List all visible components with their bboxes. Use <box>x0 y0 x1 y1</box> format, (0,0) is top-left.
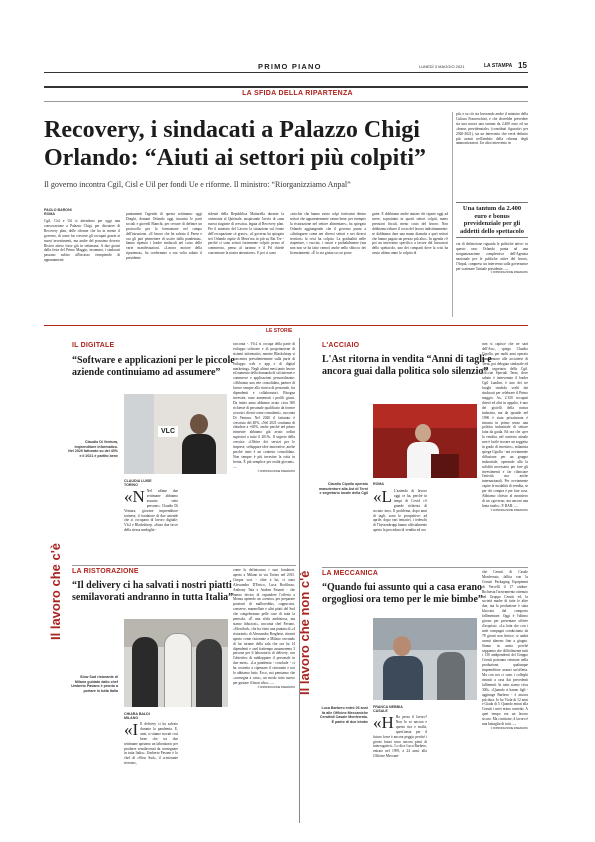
paper-name: LA STAMPA <box>484 63 513 69</box>
meccanica-byline: FRANCA NEBBIA CASALE <box>373 705 403 714</box>
digitale-title: “Software e applicazioni per le piccole aziende continuiamo ad assumere” <box>72 355 235 378</box>
acciaio-body-2 <box>482 342 528 564</box>
chef-2 <box>164 633 192 707</box>
digitale-dropcap: «N <box>124 489 145 506</box>
digitale-body-1 <box>124 489 178 559</box>
ristorazione-body-1 <box>124 722 178 818</box>
main-title-line1: Recovery, i sindacati a Palazzo Chigi <box>44 117 420 143</box>
main-signature: © RIPRODUZIONE RISERVATA <box>490 271 528 275</box>
main-title-line2: Orlando: “Aiuti ai settori più colpiti” <box>44 145 427 171</box>
storie-label: LE STORIE <box>266 328 293 334</box>
ristorazione-dropcap: «I <box>124 722 139 739</box>
acciaio-body-2-text: non si capisce che ne sarà dell'Ast», spiega Claudio Cipolla, per molti anni operaio manutentore alle acciaierie di Terni, poi delegato sindacale ed oggi segretario della Cgil. «Acciai Speciali Terni, dove sabato è intervenuto il leader Cgil Landini, è uno dei tre luoghi simbolo scelti dai sindacati per celebrare il Primo maggio. Ax, 2.350 occupati diretti ed altri in appalto, è uno dei gioielli della nostra industria, ma da quando nel 1990 è stata privatizzata è rimasta in primo senso una politica industriale di settore fatta da guida. Ed ora che «per la vendita, nel contesto attuale non è facile trovare un soggetto in grado di investire», milanista spiega Cipolla - noi ovviamente diffusione per un gruppo industriale, operando alla la solidità necessaria per fare gli investimenti e far rilanciare l'attività ma anche internazionali. Per ovviamente capire le modalità di vendita, se per chi compra e per fare cosa. Abbiamo chiesto al ministero di un «governo, ma ancora una lenta totale». P. BAR. — <box>482 342 528 508</box>
main-column-5: guire. E dobbiamo anche aiutare chi riparte oggi ad avere, soprattutto in questi settori colpiti, meno pressioni fiscali, meno costo del lavoro. Non dobbiamo ridurre il costo del lavoro indistintamente: se dobbiamo dare una mano diamola a quei settori che hanno pagato un prezzo più alto». In agenda c'è poi un intervento specifico a favore del lavoratori dello spettacolo, uno dei comparti dove la crisi ha avuto ultimo anno lo colpito di <box>372 212 448 256</box>
worker-head <box>393 636 411 656</box>
ristorazione-body-2 <box>233 568 295 822</box>
acciaio-body-1-text: L'azienda di lavoro oggi ce ha, perché in tempi di Covid c'è grande richiesta di acciaio inox. Il problema, dopo anni di tagli, sono le prospettive: ad aprile, dopo vari tentativi, i tedeschi di Thyssenkrupp hanno ufficialmente aperto la procedura di vendita ed ora <box>373 489 427 533</box>
chef-1 <box>132 637 158 707</box>
acciaio-title: L'Ast ritorna in vendita “Anni di tagli e ancora guai dalla politica solo silenzio” <box>322 354 492 377</box>
digitale-section: IL DIGITALE <box>72 342 115 349</box>
main-right-column: più, e su ciò sta lavorando anche il ministro della Cultura Franceschini, e che dovrebbe prevedere sia una nuova una tantum da 2.400 euro ed un «bonus previdenziale» (contributi figurativi per 2020-2021), sia un intervento che verrà definito più avanti nell'ambito della riforma degli ammortizzatori. Un altro intervento in <box>456 112 528 146</box>
main-column-1: Cgil, Cisl e Uil si attendono per oggi una convocazione a Palazzo Chigi, per discutere di Recovery plan, delle riforme che ha in mente il governo, di come far crescere gli occupati grazie ai nuovi investimenti, ma anche del prossimo decreto Ristori atteso forse già in settimana. A due giorni dalla festa del Primo Maggio, insomma, i sindacati passano subito all'incasso riempiendo di appuntamenti <box>44 219 120 263</box>
acciaio-caption: Claudio Cipolla operaio manutentore alla Ast di Terni e segretario locale della Cgil <box>318 482 368 496</box>
acciaio-section: L'ACCIAIO <box>322 342 360 349</box>
meccanica-body-2 <box>482 570 528 822</box>
page-number: 15 <box>518 61 527 70</box>
top-rule <box>44 72 528 73</box>
digitale-photo <box>124 394 227 474</box>
digitale-caption: Claudio Di Ventura, imprenditore informatico. Nel 2020 fatturato su del 40% e il 2021 è partito bene <box>68 440 118 458</box>
office-window <box>124 394 154 474</box>
main-column-2: puntamenti l'agenda di questa settimana: oggi Draghi, domani Orlando oggi incontra le parti sociali e giovedì Bianchi, per cercare di definire un protocollo per la formazione nel campo dell'istruzione. «Il lavoro che ha salvato il Paese e ora gli può permettere di uscire dalla pandemia», hanno ripetuto i leader sindacali nel corso delle varie manifestazioni. «Lavoro motore della ripartenza», ha confermato a sua volta sabato il presidente <box>126 212 202 261</box>
date-label: LUNEDÌ 3 MAGGIO 2021 <box>419 64 465 69</box>
acciaio-body-1 <box>373 489 427 559</box>
ristorazione-body-1-text: Il delivery ci ha salvato durante la pandemia. E, anzi, ci stiamo trovati così bene che tra due settimane apriamo un laboratorio per produrre semilavorati da consegnare in tutta Italia». Umberto Pavano è lo chef di «Slow Sud», il «ristorante terrone», <box>124 722 178 766</box>
ristorazione-byline: CHIARA BALDI MILANO <box>124 712 150 721</box>
storie-rule <box>44 325 528 326</box>
acciaio-signature: © RIPRODUZIONE RISERVATA <box>490 508 528 512</box>
meccanica-signature: © RIPRODUZIONE RISERVATA <box>490 727 528 730</box>
main-column-divider <box>452 112 453 317</box>
main-column-4: «nicchie che hanno avuto colpi fortissimi dentro settori che apparentemente vanno bene: per esempio la ristorazione nel settore alimentare», ha spiegato Orlando aggiungendo che il governo punta a «distinguere come nei diversi settori e nei diversi territori» la crisi ha colpito. La gradualità nelle riaperture, i vaccini, i ristori e probabilmente (ma non non se ha fatto cenno) anche nello sblocco dei licenziamenti: «È la via giusta su cui prose <box>290 212 366 256</box>
digitale-body-2-text: racconta -. Vlc2 si occupa della parte di sviluppo software e di progettazione di sistemi informatici, mentre Blackshirep si concentra prevalentemente sulla parte di sviluppo web e app e di digital marketing». Negli ultimi mesi tanto lavoro ed aumento della domanda di siti internet e commerce e applicazioni personalizzate: «Abbiamo una rete consolidata, partner di lavoro sempre alla ricerca di personale, fra dipendenti e collaboratori. Bisogna investire, sono aumentati i profili giusti. Da inizio anno abbiamo avuto circa 300 richieste di personale qualificato da fornire ai nostri clienti come consulenti», racconta Di Ventura. Nel 2020 il fatturato è cresciuto del 40%. «Nel 2021 contiamo di chiudere a +60%, anche perché nel primo trimestre abbiamo già avuto ordini superiori a tutto il 2019». Il segreto della crescita: «Offrire dei servizi per le imprese, sviluppare idee innovative, anche perché tutto è un contesto consolidato. Non sempre è più investire la rotta in frenta. È più semplice per realtà giovani». — <box>233 342 295 469</box>
speaker-head <box>415 424 431 442</box>
ristorazione-body-2-text: come lo definiscono i suoi fondatori, aperto a Milano in via Torino nel 2015. Cinque soci - oltre a lui, ci sono Alessandro D'Errico, Luca Rodilosso, Anthony Tata e Andrea Fasanti - che hanno deciso di espandere l'offerta a Monza aprendo un «centro» per preparare porzioni di malloreddus, cappuccini, conserve, marmellate e altri piatti del Sud che congeleranno pelle case di tutta la penisola. «È una sfida ambiziosa, ma siamo fiduciosi», racconta chef Pavano. «SlowSud», che ha vinto una puntata di «4 ristoranti» di Alessandro Borghese, ritrarrà aperto come ristorante a Milano cercando di far tornare della sala che ora ha 14 dipendenti e «nel frattempo assumeremo 3 persone per il laboratorio di delivery, con l'obiettivo di raddoppiare il personale in due mesi». «La pandemia - conclude - ci ha costretto a ripensare il ristorante e noi lo abbiamo fatto. Ecco, noi pensiamo che «consegna a casa», un modo tutto nuovo per gustare il buon cibo». — <box>233 568 295 685</box>
acciaio-dropcap: «L <box>373 489 392 506</box>
acciaio-bottom-rule <box>322 567 528 568</box>
digitale-byline: CLAUDIA LUISE TORINO <box>124 479 152 488</box>
ristorazione-title: “Il delivery ci ha salvati i nostri piatti semilavorati andranno in tutta Italia” <box>72 580 234 603</box>
vertical-left-title: Il lavoro che c'è <box>48 542 63 640</box>
meccanica-body-1 <box>373 715 427 819</box>
ristorazione-photo <box>124 619 228 707</box>
ristorazione-signature: © RIPRODUZIONE RISERVATA <box>257 685 295 689</box>
vlc-logo: VLC <box>158 426 178 437</box>
acciaio-photo <box>373 404 477 478</box>
main-subtitle: Il governo incontra Cgil, Cisl e Uil per fondi Ue e riforme. Il ministro: “Riorganizziamo Anpal” <box>44 180 351 189</box>
podium <box>431 454 459 478</box>
factory-wall <box>373 618 477 650</box>
main-column-3: sidente della Repubblica Mattarella durante la cerimonia al Quirinale, auspicando l'avvio di «una nuova stagione di crescita» legata al Recovery plan. Per il ministro del Lavoro la situazione sul fronte dell'occupazione «è grave», «il governo ha spiegato ieri Orlando ospite di Mezz'ora in più su Rai Tre - perché ci sono settori fortemente colpiti: penso al commercio, penso al turismo e il Pd chiede concentrare la nostra attenzione». E poi ci sono <box>208 212 284 256</box>
acciaio-byline: ROMA <box>373 482 384 486</box>
digitale-bottom-rule <box>72 565 296 566</box>
meccanica-caption: Luca Barbero entrò 26 anni fa alle Officine Meccaniche Ceruttidi Casale Monferrato. È padre di due bimbe <box>319 706 368 724</box>
ristorazione-section: LA RISTORAZIONE <box>72 568 139 575</box>
main-right-column-2-text: via di definizione riguarda le politiche attive: in questo caso Orlando punta ad una riorganizzazione complessiva dell'Agenzia nazionale per le politiche attive del lavoro, l'Anpal, compreso un intervento sulla governance per scatenare l'attuale presidente. — <box>456 242 528 271</box>
person-body <box>182 434 216 474</box>
digitale-signature: © RIPRODUZIONE RISERVATA <box>257 469 295 473</box>
banner-title: LA SFIDA DELLA RIPARTENZA <box>242 90 353 97</box>
worker-2-body <box>437 652 465 700</box>
storie-center-divider <box>299 338 300 823</box>
banner-rule <box>44 86 528 88</box>
person-head <box>190 414 208 434</box>
digitale-body-1-text: Nel ultime due settimane abbiamo assunto sette persone». Claudio Di Ventura, giovane imprenditore torinese, il fondatore di due aziende che si occupano di lavoro digitale: Vlc2 e Blackshirep. «Sono due facce della stessa medaglia - <box>124 489 178 533</box>
main-pull-quote: Una tantum da 2.400 euro e bonus previdenziale per gli addetti dello spettacolo <box>456 202 528 238</box>
vertical-right-title: Il lavoro che non c'è <box>297 570 312 695</box>
main-right-column-2 <box>456 242 528 316</box>
main-byline-city: ROMA <box>44 212 55 217</box>
meccanica-title: “Quando fui assunto qui a casa erano orgogliosi ora temo per le mie bimbe” <box>322 582 483 605</box>
worker-body <box>383 656 423 700</box>
meccanica-dropcap: «H <box>373 715 394 732</box>
banner-underline <box>44 101 528 102</box>
main-byline-name: PAOLO BARONI <box>44 208 72 212</box>
meccanica-section: LA MECCANICA <box>322 570 379 577</box>
section-label: PRIMO PIANO <box>258 62 322 71</box>
meccanica-body-1-text: Ho perso il lavoro? Non lo so ancora e questo tira e molla, quest'ansia per il futuro forse è ancora peggio perché i giorni futuri sono ancora pieni di interrogativi». Lo dice Luca Barbero, entrato nel 1995, a 24 anni, alla Officine Meccani- <box>373 715 427 759</box>
chef-3 <box>196 639 222 707</box>
ristorazione-caption: Slow Sud ristorante di Milano guidato dallo chef Umberto Pavano è pronto a portare in tutta Italia <box>71 675 118 693</box>
meccanica-photo <box>373 618 477 700</box>
digitale-body-2 <box>233 342 295 562</box>
main-byline <box>44 208 72 217</box>
meccanica-body-2-text: che Cerutti di Casale Monferrato, fallita con la Cerutti Packaging Equipment di Vercelli il 17 ottobre. Richiesta l'arrivamento ottenuto nel Gruppo Cerutti ed, la società madre di tutte le altre due, ma la produzione è stata bloccata dal comporto fallimentare. Oggi è l'ultimo giorno per presentare offerte d'acquisto. «La lotta che con i miei compagni conduciamo da 78 giorni non finisce, si andrà avanti almeno fino a giugno. Siamo in ansia perché sappiamo che difficilmente tutti i 130 andipendenti del Gruppo Cerutti potranno rientrare nella produzione, qualunque imprenditore avanzi un'offerta. Ma con noi ci sono i colleghi rimasti a casa dai precedenti fallimenti. In tutto siamo circa 300». «Quando ci hanno figli - aggiunge Barbero - è ancora più dura. Io ho Viola di 12 anni e Giada di 5. Quando entrai alla Cerutti i miei erano contenti. A quei tempo era un lavoro sicuro. Ma costituire, il lavoro è una battaglia di tutti. — <box>482 570 528 727</box>
